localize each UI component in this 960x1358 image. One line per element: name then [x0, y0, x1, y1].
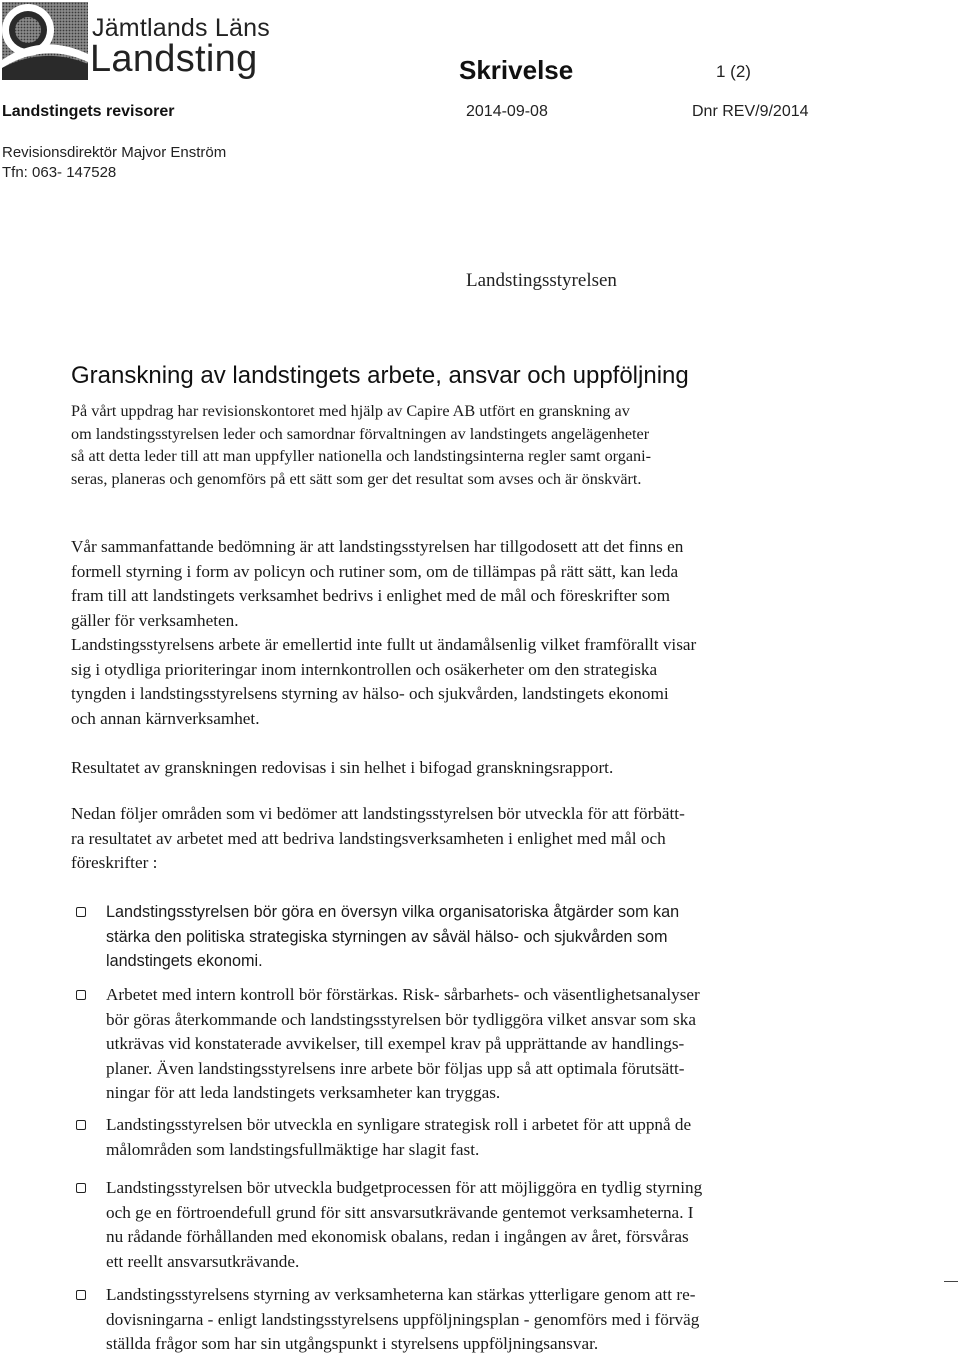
paragraph-line: Resultatet av granskningen redovisas i sin helhet i bifogad granskningsrapport.: [71, 758, 614, 777]
paragraph-line: Nedan följer områden som vi bedömer att landstingsstyrelsen bör utveckla för att förbätt-: [71, 804, 685, 823]
paragraph-result: [71, 756, 831, 781]
paragraph-line: formell styrning i form av policyn och rutiner som, om de tillämpas på rätt sätt, kan leda: [71, 561, 679, 581]
document-reference-number: Dnr REV/9/2014: [692, 103, 809, 120]
checkbox-bullet-icon: [76, 907, 86, 917]
list-item-line: stärka den politiska strategiska styrningen av såväl hälso- och sjukvården som: [106, 927, 668, 946]
list-item-line: Landstingsstyrelsen bör göra en översyn vilka organisatoriska åtgärder som kan: [106, 903, 680, 921]
list-item-line: Landstingsstyrelsen bör utveckla budgetprocessen för att möjliggöra en tydlig styrning: [106, 1178, 703, 1197]
checkbox-bullet-icon: [76, 1120, 86, 1130]
document-date: 2014-09-08: [466, 103, 548, 120]
paragraph-line: föreskrifter :: [71, 853, 158, 872]
paragraph-line: fram till att landstingets verksamhet bedrivs i enlighet med de mål och föreskrifter som: [71, 586, 671, 605]
paragraph-line: och annan kärnverksamhet.: [71, 708, 260, 728]
paragraph-line: Vår sammanfattande bedömning är att landstingsstyrelsen har tillgodosett att det finns en: [71, 537, 684, 556]
paragraph-assessment: [71, 535, 831, 731]
list-item-line: målområden som landstingsfullmäktige har slagit fast.: [106, 1139, 480, 1159]
list-item-line: landstingets ekonomi.: [106, 952, 263, 970]
list-item-line: Landstingsstyrelsens styrning av verksamheterna kan stärkas ytterligare genom att re-: [106, 1285, 696, 1304]
checkbox-bullet-icon: [76, 990, 86, 1000]
list-item-line: utkrävas vid konstaterade avvikelser, till exempel krav på upprättande av handlings-: [106, 1034, 685, 1053]
document-title: Granskning av landstingets arbete, ansvar och uppföljning: [71, 362, 689, 389]
list-item-line: ett reellt ansvarsutkrävande.: [106, 1251, 300, 1271]
page-edge-mark: [944, 1281, 958, 1282]
paragraph-line: ra resultatet av arbetet med att bedriva landstingsverksamheten i enlighet med mål och: [71, 828, 666, 848]
landsting-logo-icon: [2, 2, 88, 80]
page-number: 1 (2): [716, 62, 751, 81]
list-item-line: ningar för att leda landstingets verksamheter kan tryggas.: [106, 1083, 501, 1102]
organization-name: Landstingets revisorer: [2, 103, 175, 120]
checkbox-bullet-icon: [76, 1290, 86, 1300]
list-item-line: nu rådande förhållanden med ekonomisk obalans, redan i ingången av året, försvåras: [106, 1227, 689, 1246]
paragraph-line: om landstingsstyrelsen leder och samordnar förvaltningen av landstingets angelägenheter: [71, 424, 650, 443]
paragraph-line: Landstingsstyrelsens arbete är emellertid inte fullt ut ändamålsenlig vilket framförallt visar: [71, 635, 697, 654]
paragraph-line: tyngden i landstingsstyrelsens styrning av hälso- och sjukvården, landstingets ekonomi: [71, 684, 669, 703]
paragraph-line: seras, planeras och genomförs på ett sätt som ger det resultat som avses och är önskvärt.: [71, 469, 642, 488]
organization-logo: [2, 2, 302, 82]
paragraph-areas-intro: [71, 802, 831, 876]
paragraph-line: så att detta leder till att man uppfyller nationella och landstingsinterna regler samt organi-: [71, 447, 652, 466]
contact-name: Revisionsdirektör Majvor Enström: [2, 144, 227, 161]
list-item-line: ställda frågor som har sin utgångspunkt i styrelsens uppföljningsansvar.: [106, 1334, 599, 1353]
list-item-line: Arbetet med intern kontroll bör förstärkas. Risk- sårbarhets- och väsentlighetsanalyser: [106, 985, 700, 1004]
paragraph-line: sig i otydliga prioriteringar inom internkontrollen och osäkerheter om den strategiska: [71, 659, 658, 679]
list-item-line: och ge en förtroendefull grund för sitt ansvarsutkrävande gentemot verksamheterna. I: [106, 1202, 694, 1222]
contact-phone: Tfn: 063- 147528: [2, 164, 117, 181]
paragraph-line: gäller för verksamheten.: [71, 610, 239, 630]
paragraph-line: På vårt uppdrag har revisionskontoret med hjälp av Capire AB utfört en granskning av: [71, 402, 630, 420]
list-item-line: bör göras återkommande och landstingsstyrelsen bör tydliggöra vilket ansvar som ska: [106, 1009, 696, 1029]
logo-text-line1: Jämtlands Läns: [92, 14, 270, 42]
list-item-line: planer. Även landstingsstyrelsens inre arbete bör följas upp så att optimala förutsätt-: [106, 1058, 685, 1078]
paragraph-intro: [71, 400, 831, 490]
checkbox-bullet-icon: [76, 1183, 86, 1193]
recipient: Landstingsstyrelsen: [466, 270, 617, 291]
list-item-line: Landstingsstyrelsen bör utveckla en synligare strategisk roll i arbetet för att uppnå de: [106, 1115, 692, 1134]
document-type: Skrivelse: [459, 55, 574, 85]
logo-text-line2: Landsting: [90, 38, 258, 80]
list-item-line: dovisningarna - enligt landstingsstyrelsens uppföljningsplan - genomförs med i förväg: [106, 1309, 700, 1329]
